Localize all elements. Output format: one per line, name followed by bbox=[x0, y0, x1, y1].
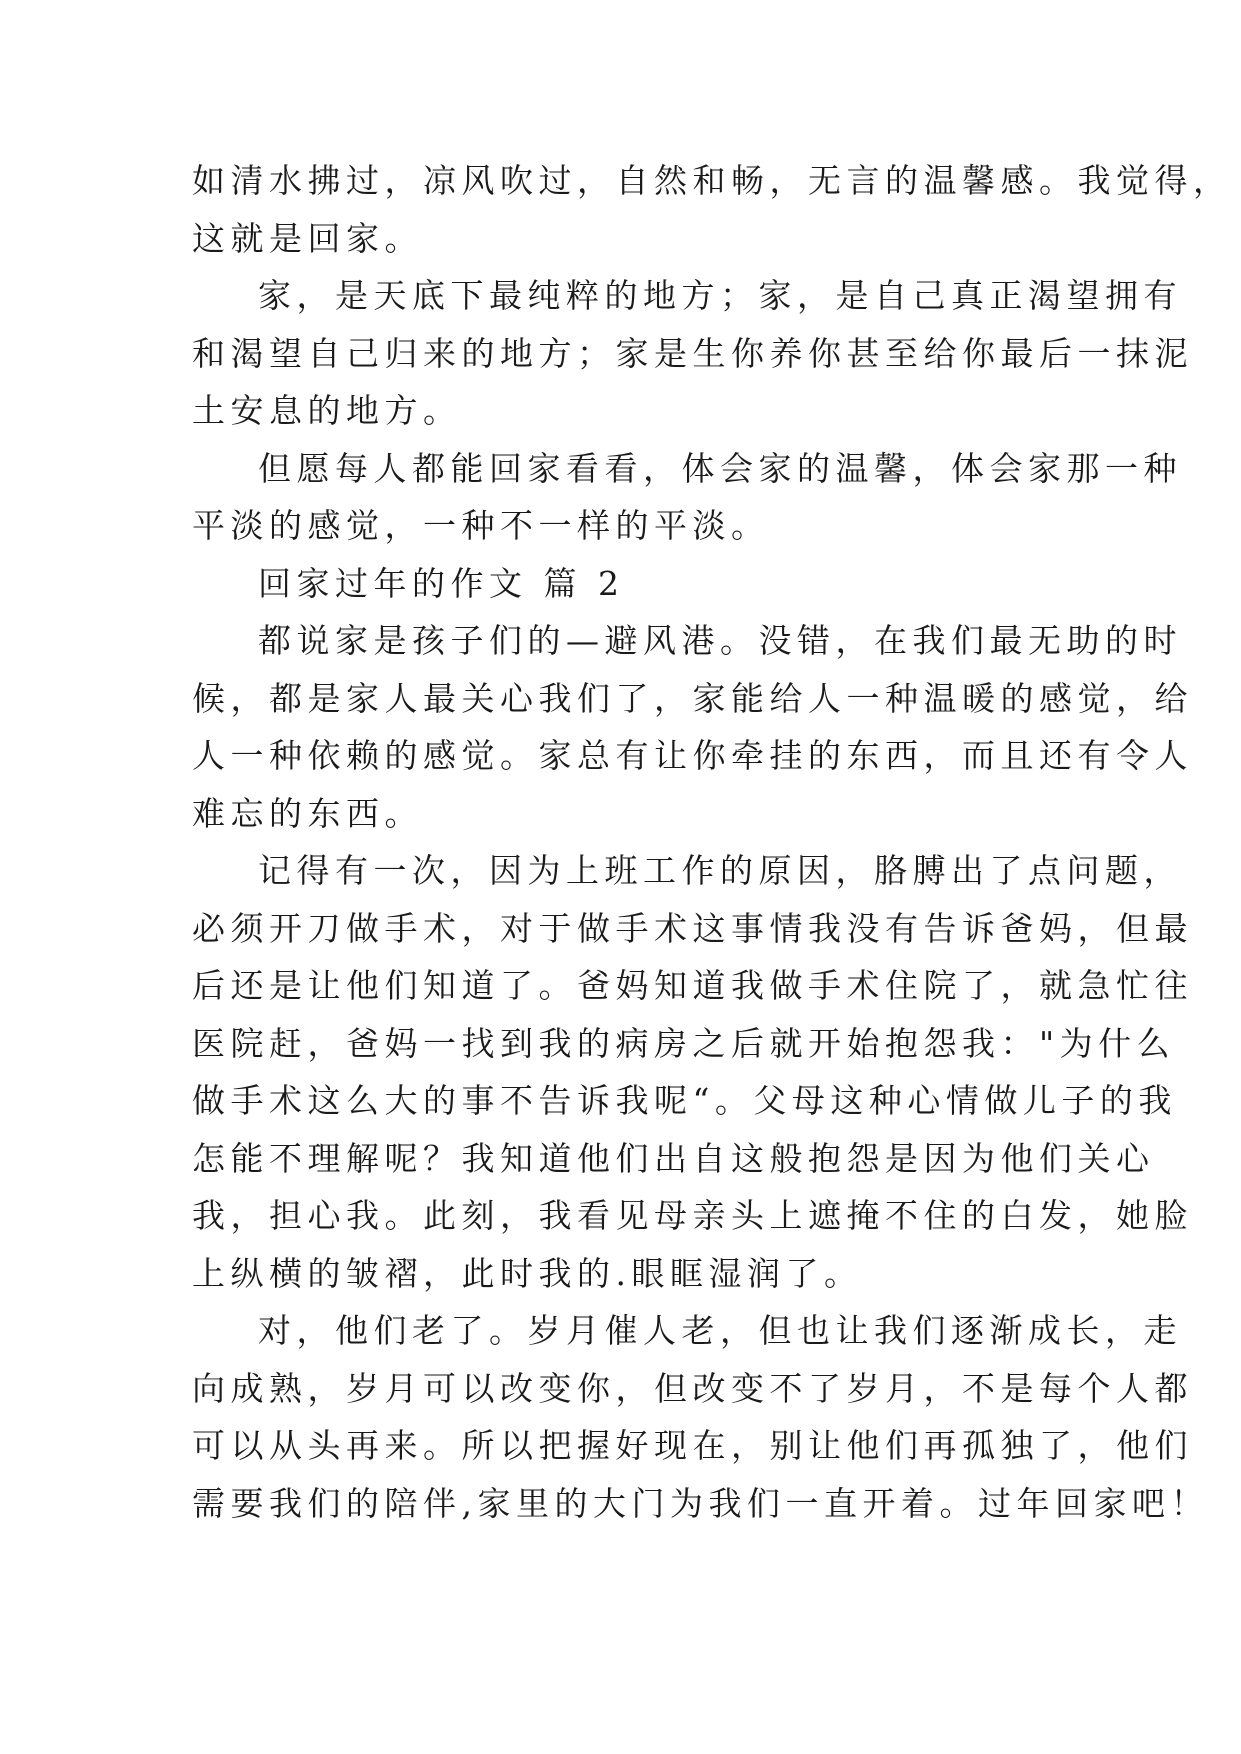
article-body bbox=[192, 152, 1232, 1532]
text-line: 医院赶，爸妈一找到我的病房之后就开始抱怨我："为什么 bbox=[192, 1023, 1176, 1063]
text-line: 候，都是家人最关心我们了，家能给人一种温暖的感觉，给 bbox=[192, 678, 1193, 718]
text-line: 后还是让他们知道了。爸妈知道我做手术住院了，就急忙往 bbox=[192, 966, 1193, 1005]
paragraph-start-line: 都说家是孩子们的—避风港。没错，在我们最无助的时 bbox=[258, 621, 1182, 660]
text-line: 这就是回家。 bbox=[192, 218, 423, 258]
text-line: 上纵横的皱褶，此时我的.眼眶湿润了。 bbox=[192, 1253, 863, 1293]
paragraph-start-line: 家，是天底下最纯粹的地方；家，是自己真正渴望拥有 bbox=[258, 276, 1182, 315]
section-heading: 回家过年的作文 篇 2 bbox=[258, 563, 625, 603]
text-line: 必须开刀做手术，对于做手术这事情我没有告诉爸妈，但最 bbox=[192, 908, 1193, 948]
paragraph-start-line: 记得有一次，因为上班工作的原因，胳膊出了点问题， bbox=[258, 851, 1182, 890]
text-line: 做手术这么大的事不告诉我呢“。父母这种心情做儿子的我 bbox=[192, 1081, 1177, 1120]
text-line: 难忘的东西。 bbox=[192, 793, 423, 833]
text-line: 向成熟，岁月可以改变你，但改变不了岁月，不是每个人都 bbox=[192, 1368, 1193, 1408]
paragraph-start-line: 但愿每人都能回家看看，体会家的温馨，体会家那一种 bbox=[258, 448, 1182, 488]
text-line: 怎能不理解呢？我知道他们出自这般抱怨是因为他们关心 bbox=[192, 1138, 1155, 1178]
text-line: 需要我们的陪伴,家里的大门为我们一直开着。过年回家吧！ bbox=[192, 1483, 1209, 1523]
text-line: 和渴望自己归来的地方；家是生你养你甚至给你最后一抹泥 bbox=[192, 333, 1193, 373]
text-line: 人一种依赖的感觉。家总有让你牵挂的东西，而且还有令人 bbox=[192, 736, 1193, 775]
text-line: 可以从头再来。所以把握好现在，别让他们再孤独了，他们 bbox=[192, 1426, 1193, 1465]
paragraph-start-line: 对，他们老了。岁月催人老，但也让我们逐渐成长，走 bbox=[258, 1311, 1182, 1350]
text-line: 土安息的地方。 bbox=[192, 391, 462, 430]
text-line: 平淡的感觉，一种不一样的平淡。 bbox=[192, 506, 770, 545]
text-line: 如清水拂过，凉风吹过，自然和畅，无言的温馨感。我觉得， bbox=[192, 161, 1232, 200]
text-line: 我，担心我。此刻，我看见母亲头上遮掩不住的白发，她脸 bbox=[192, 1196, 1193, 1235]
